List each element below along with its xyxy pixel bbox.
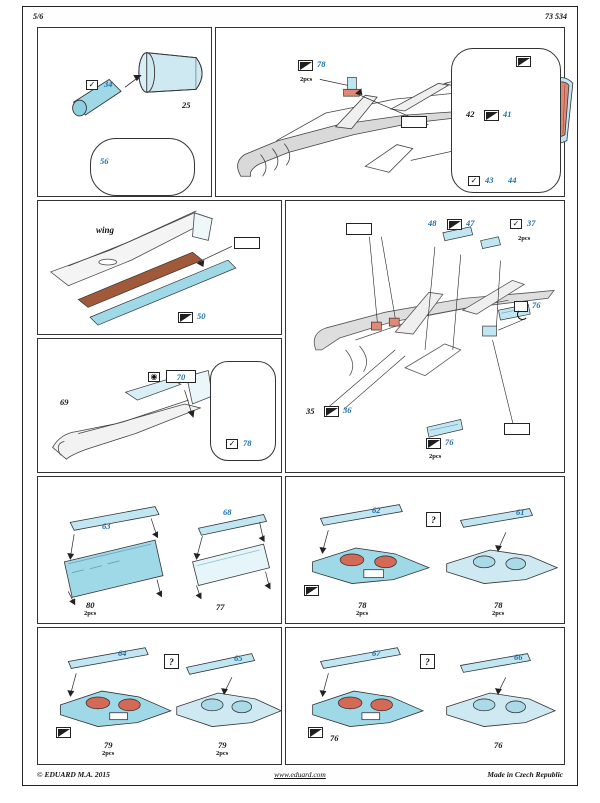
part-label-37: 37 [527, 218, 536, 228]
footer-copyright: © EDUARD M.A. 2015 [37, 770, 110, 779]
part-label-44: 44 [508, 175, 517, 185]
part-label-79b: 79 [218, 740, 227, 750]
panel-step-6 [37, 476, 282, 624]
part-label-61: 61 [516, 507, 525, 517]
panel-step-5 [285, 200, 565, 473]
part-label-77: 77 [216, 602, 225, 612]
part-label-78-p7: 78 [358, 600, 367, 610]
qty-79b: 2pcs [216, 750, 229, 757]
qty-78-p7: 2pcs [356, 610, 369, 617]
part-label-48: 48 [428, 218, 437, 228]
panel-step-4 [37, 338, 282, 473]
brush-icon-pair-left [401, 116, 427, 128]
brush-icon-top-right [516, 56, 531, 67]
part-label-65: 65 [234, 653, 243, 663]
part-label-36: 36 [343, 405, 352, 415]
brush-icon-41 [484, 110, 499, 121]
brush-icon-wing [234, 237, 260, 249]
part-label-78-p7b: 78 [494, 600, 503, 610]
footer-origin: Made in Czech Republic [487, 770, 563, 779]
brush-icon-p7 [304, 585, 319, 596]
qty-78-p7b: 2pcs [492, 610, 505, 617]
kit-number: 73 534 [545, 12, 567, 21]
part-label-69: 69 [60, 397, 69, 407]
brush-icon-50 [178, 312, 193, 323]
qty-79: 2pcs [102, 750, 115, 757]
qty-76-bottom: 2pcs [429, 453, 442, 460]
page-number: 5/6 [33, 12, 44, 21]
brush-icon-78 [298, 60, 313, 71]
part-label-64: 64 [118, 648, 127, 658]
footer-website[interactable]: www.eduard.com [274, 770, 326, 779]
detail-callout-tail [451, 48, 561, 193]
brush-icon-p5-top [346, 223, 372, 235]
part-label-50: 50 [197, 311, 206, 321]
qty-78: 2pcs [300, 76, 313, 83]
wing-label: wing [96, 225, 115, 235]
part-label-79: 79 [104, 740, 113, 750]
brush-icon-76-bottom [426, 438, 441, 449]
part-label-34: 34 [104, 79, 113, 89]
tag-check-78: ✓ [226, 439, 238, 449]
part-label-76-bottom: 76 [445, 437, 454, 447]
part-label-42: 42 [466, 109, 475, 119]
curve-icon-76 [514, 301, 528, 312]
part-label-25: 25 [182, 100, 191, 110]
part-label-41: 41 [503, 109, 512, 119]
tag-roller-70: ◉ [148, 372, 160, 382]
part-label-76-right: 76 [532, 300, 541, 310]
brush-icon-47 [447, 219, 462, 230]
part-label-78-p4: 78 [243, 438, 252, 448]
brush-icon-p8 [56, 727, 71, 738]
instruction-page [22, 6, 578, 786]
tagbox-70 [166, 370, 196, 383]
part-label-76-p9b: 76 [494, 740, 503, 750]
detail-callout-56 [90, 138, 195, 196]
panel-step-1 [37, 27, 212, 197]
panel-step-2 [215, 27, 565, 197]
brush-icon-p5-lower-right [504, 423, 530, 435]
part-label-80: 80 [86, 600, 95, 610]
part-label-47: 47 [466, 218, 475, 228]
tag-check-34: ✓ [86, 80, 98, 90]
panel-step-3 [37, 200, 282, 335]
part-label-56: 56 [100, 156, 109, 166]
part-label-67: 67 [372, 648, 381, 658]
question-icon-p7: ? [426, 512, 441, 527]
question-icon-p9: ? [420, 654, 435, 669]
brush-icon-p9 [308, 727, 323, 738]
panel-step-7 [285, 476, 565, 624]
part-label-68: 68 [223, 507, 232, 517]
brush-icon-36 [324, 406, 339, 417]
panel-step-8 [37, 627, 282, 765]
part-label-78: 78 [317, 59, 326, 69]
tag-check-37: ✓ [510, 219, 522, 229]
qty-80: 2pcs [84, 610, 97, 617]
part-label-70: 70 [176, 371, 186, 382]
part-label-62: 62 [372, 505, 381, 515]
part-label-43: 43 [485, 175, 494, 185]
part-label-63: 63 [102, 521, 111, 531]
panel-step-9 [285, 627, 565, 765]
part-label-66: 66 [514, 652, 523, 662]
qty-37: 2pcs [518, 235, 531, 242]
tag-check-43: ✓ [468, 176, 480, 186]
question-icon-p8: ? [164, 654, 179, 669]
part-label-35: 35 [306, 406, 315, 416]
part-label-76-p9: 76 [330, 733, 339, 743]
